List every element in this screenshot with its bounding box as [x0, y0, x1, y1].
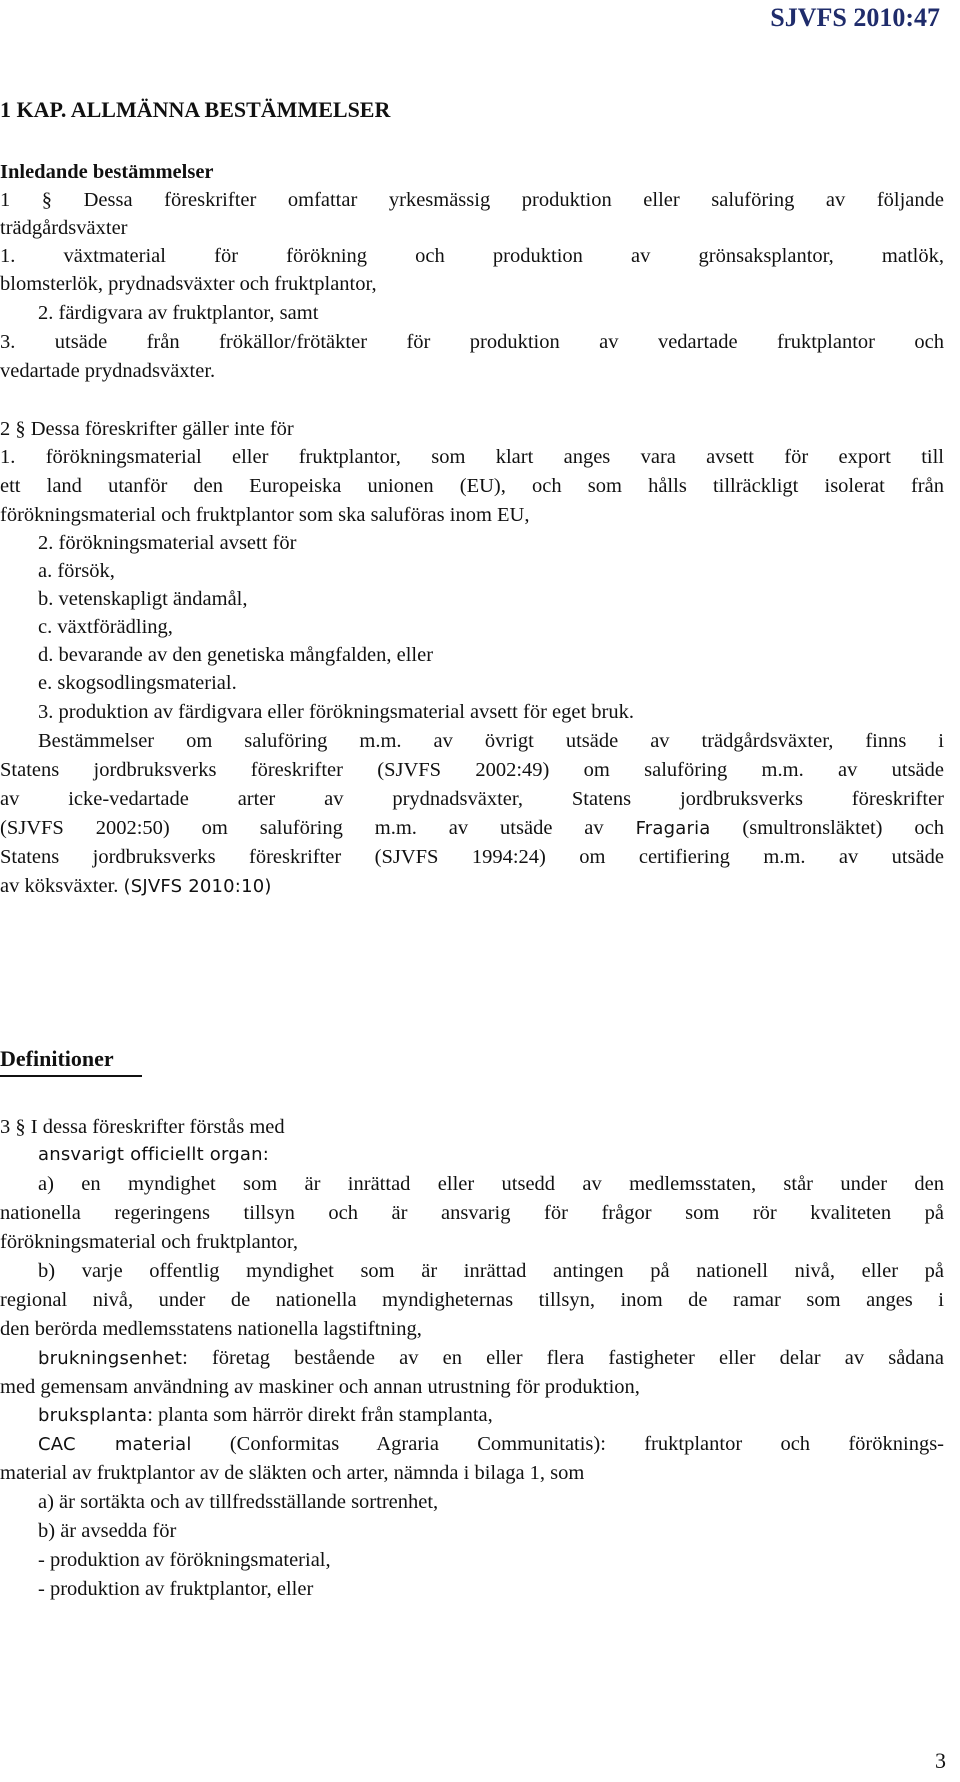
definition-line: den berörda medlemsstatens nationella lagstiftning,	[0, 1318, 422, 1340]
paragraph-2-line: 2 § Dessa föreskrifter gäller inte för	[0, 418, 294, 440]
definition-line: förökningsmaterial och fruktplantor,	[0, 1231, 299, 1253]
list-item: blomsterlök, prydnadsväxter och fruktplantor,	[0, 273, 377, 295]
list-item: förökningsmaterial och fruktplantor som ska saluföras inom EU,	[0, 504, 530, 526]
sub-list-item: e. skogsodlingsmaterial.	[38, 672, 237, 694]
note-line: av köksväxter. (SJVFS 2010:10)	[0, 875, 272, 897]
document-id: SJVFS 2010:47	[770, 3, 940, 32]
list-item: 3. utsäde från frökällor/frötäkter för produktion av vedartade fruktplantor och	[0, 331, 944, 353]
page-number: 3	[935, 1748, 946, 1773]
note-line: (SJVFS 2002:50) om saluföring m.m. av utsäde av Fragaria (smultronsläktet) och	[0, 817, 944, 839]
genus-name: Fragaria	[635, 818, 711, 839]
definition-line: a) en myndighet som är inrättad eller utsedd av medlemsstaten, står under den	[38, 1173, 944, 1195]
list-item: 3. produktion av färdigvara eller förökningsmaterial avsett för eget bruk.	[38, 701, 635, 723]
definition-line: material av fruktplantor av de släkten och arter, nämnda i bilaga 1, som	[0, 1462, 585, 1484]
defined-term: brukningsenhet	[38, 1348, 183, 1369]
section-title: Inledande bestämmelser	[0, 161, 214, 183]
definition-line: brukningsenhet: företag bestående av en eller flera fastigheter eller delar av sådana	[38, 1347, 944, 1369]
note-line: Bestämmelser om saluföring m.m. av övrigt utsäde av trädgårdsväxter, finns i	[38, 730, 944, 752]
definition-line: nationella regeringens tillsyn och är ansvarig för frågor som rör kvaliteten på	[0, 1202, 944, 1224]
definitions-title: Definitioner	[0, 1046, 114, 1071]
sub-list-item: b. vetenskapligt ändamål,	[38, 588, 248, 610]
note-line: av icke-vedartade arter av prydnadsväxter, Statens jordbruksverks föreskrifter	[0, 788, 944, 810]
dash-item: - produktion av fruktplantor, eller	[38, 1578, 314, 1600]
list-item: a) är sortäkta och av tillfredsställande sortrenhet,	[38, 1491, 439, 1513]
list-item: b) är avsedda för	[38, 1520, 177, 1542]
sub-list-item: c. växtförädling,	[38, 616, 173, 638]
definition-line: CAC material (Conformitas Agraria Communitatis): fruktplantor och föröknings-	[38, 1433, 944, 1455]
list-item: 1. växtmaterial för förökning och produktion av grönsaksplantor, matlök,	[0, 245, 944, 267]
sub-list-item: d. bevarande av den genetiska mångfalden, eller	[38, 644, 434, 666]
defined-term: bruksplanta	[38, 1405, 148, 1426]
note-line: Statens jordbruksverks föreskrifter (SJVFS 2002:49) om saluföring m.m. av utsäde	[0, 759, 944, 781]
definitions-underline	[0, 1075, 142, 1077]
chapter-title: 1 KAP. ALLMÄNNA BESTÄMMELSER	[0, 97, 391, 122]
list-item: 1. förökningsmaterial eller fruktplantor, som klart anges vara avsett för export till	[0, 446, 944, 468]
definition-line: bruksplanta: planta som härrör direkt från stamplanta,	[38, 1404, 493, 1426]
definition-line: regional nivå, under de nationella myndigheternas tillsyn, inom de ramar som anges i	[0, 1289, 944, 1311]
defined-term: ansvarigt officiellt organ:	[38, 1144, 269, 1165]
definition-line: med gemensam användning av maskiner och annan utrustning för produktion,	[0, 1376, 640, 1398]
list-item: ett land utanför den Europeiska unionen (EU), och som hålls tillräckligt isolerat från	[0, 475, 944, 497]
note-line: Statens jordbruksverks föreskrifter (SJVFS 1994:24) om certifiering m.m. av utsäde	[0, 846, 944, 868]
list-item: vedartade prydnadsväxter.	[0, 360, 216, 382]
list-item: 2. förökningsmaterial avsett för	[38, 532, 297, 554]
paragraph-3-line: 3 § I dessa föreskrifter förstås med	[0, 1116, 285, 1138]
paragraph-1-line: trädgårdsväxter	[0, 217, 128, 239]
paragraph-1-line: 1 § Dessa föreskrifter omfattar yrkesmässig produktion eller saluföring av följande	[0, 189, 944, 211]
definition-line: b) varje offentlig myndighet som är inrättad antingen på nationell nivå, eller på	[38, 1260, 944, 1282]
sub-list-item: a. försök,	[38, 560, 115, 582]
dash-item: - produktion av förökningsmaterial,	[38, 1549, 331, 1571]
list-item: 2. färdigvara av fruktplantor, samt	[38, 302, 319, 324]
defined-term: CAC material	[38, 1434, 192, 1455]
amendment-reference: (SJVFS 2010:10)	[123, 876, 272, 897]
